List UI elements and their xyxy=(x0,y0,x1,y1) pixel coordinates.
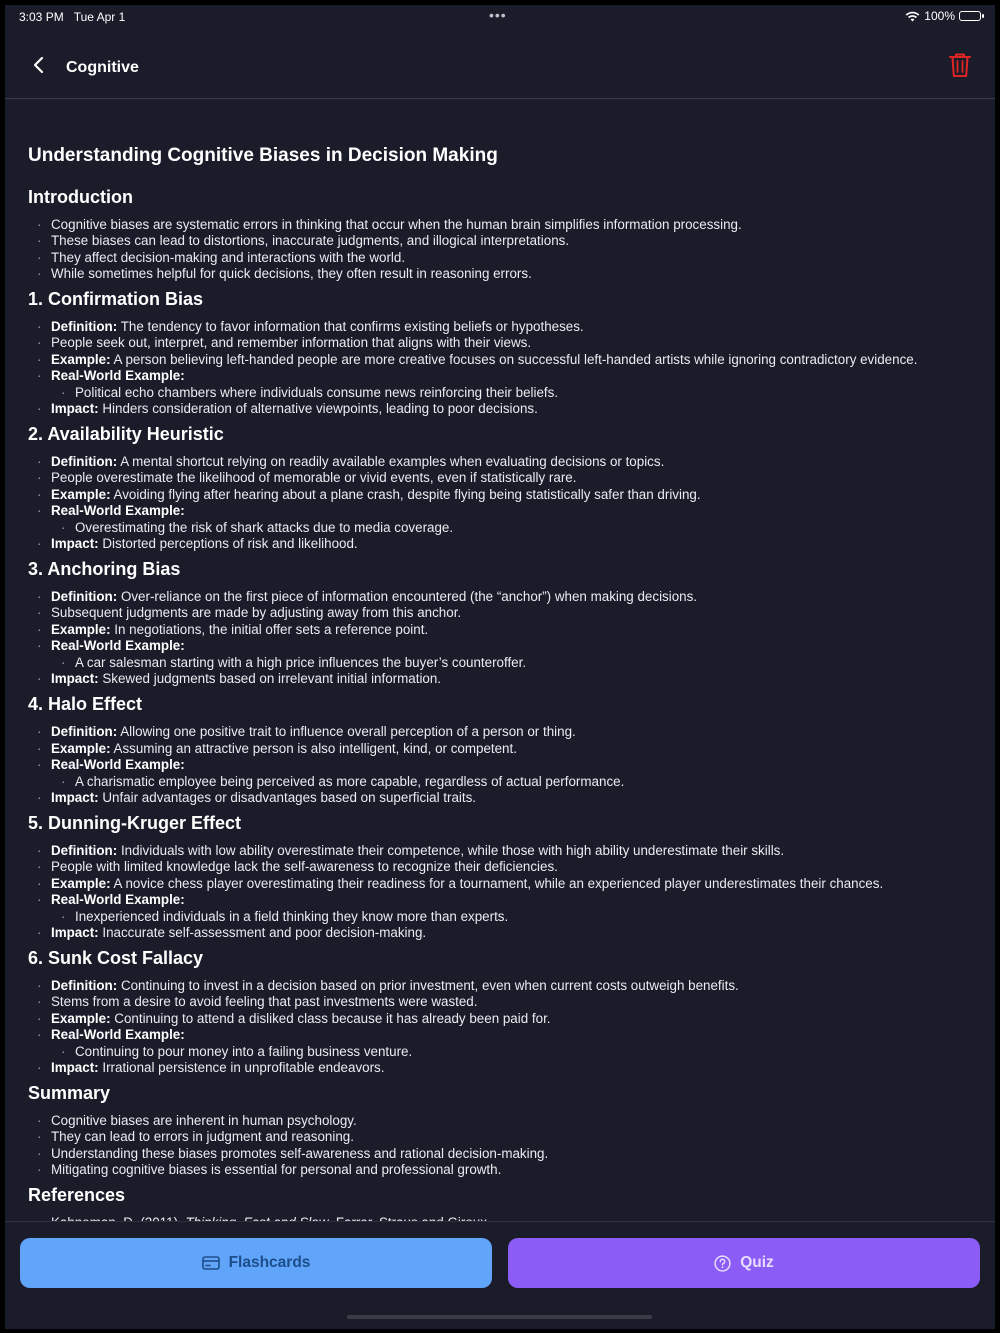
list-item: · Definition: The tendency to favor information that confirms existing beliefs or hypotheses. xyxy=(37,319,584,334)
list-item: · People overestimate the likelihood of memorable or vivid events, even if statistically rare. xyxy=(37,470,577,485)
status-right xyxy=(905,9,981,23)
list-item: · Example: In negotiations, the initial offer sets a reference point. xyxy=(37,622,429,637)
list-item: · These biases can lead to distortions, inaccurate judgments, and illogical interpretations. xyxy=(37,233,570,248)
list-item: · People with limited knowledge lack the self-awareness to recognize their deficiencies. xyxy=(37,859,558,874)
list-item: · Example: Avoiding flying after hearing about a plane crash, despite flying being statistically safer than driving. xyxy=(37,487,701,502)
section-heading-dunning-kruger-effect: 5. Dunning-Kruger Effect xyxy=(28,813,242,833)
home-indicator[interactable] xyxy=(347,1315,652,1319)
bottom-action-bar xyxy=(5,1221,995,1329)
list-item: · People seek out, interpret, and remember information that aligns with their views. xyxy=(37,335,532,350)
status-clock: 3:03 PM xyxy=(19,10,64,24)
status-date: Tue Apr 1 xyxy=(73,10,126,24)
list-item: · Real-World Example: xyxy=(37,1027,185,1042)
list-item: · A car salesman starting with a high price influences the buyer’s counteroffer. xyxy=(61,655,527,670)
list-item: · Real-World Example: xyxy=(37,368,185,383)
list-item: · Continuing to pour money into a failing business venture. xyxy=(61,1044,413,1059)
list-item: · Understanding these biases promotes self-awareness and rational decision-making. xyxy=(37,1146,549,1161)
quiz-label: Quiz xyxy=(740,1254,774,1271)
list-item: · Definition: A mental shortcut relying on readily available examples when evaluating decisions or topics. xyxy=(37,454,665,469)
quiz-button[interactable] xyxy=(508,1238,980,1288)
list-item: · Example: Continuing to attend a disliked class because it has already been paid for. xyxy=(37,1011,551,1026)
list-item: · Impact: Inaccurate self-assessment and poor decision-making. xyxy=(37,925,427,940)
list-item: · They can lead to errors in judgment and reasoning. xyxy=(37,1129,354,1144)
section-heading-availability-heuristic: 2. Availability Heuristic xyxy=(28,424,224,444)
list-item: · Impact: Irrational persistence in unprofitable endeavors. xyxy=(37,1060,385,1075)
list-item: · Impact: Skewed judgments based on irrelevant initial information. xyxy=(37,671,442,686)
status-time xyxy=(19,10,125,24)
page-title: Cognitive xyxy=(66,59,139,76)
section-heading-introduction: Introduction xyxy=(28,187,133,207)
status-bar xyxy=(5,5,995,29)
delete-button[interactable] xyxy=(947,51,973,79)
list-item: · Political echo chambers where individuals consume news reinforcing their beliefs. xyxy=(61,385,559,400)
list-item: · Definition: Allowing one positive trait to influence overall perception of a person or thing. xyxy=(37,724,576,739)
list-item: · Stems from a desire to avoid feeling that past investments were wasted. xyxy=(37,994,478,1009)
list-item: · Example: A novice chess player overestimating their readiness for a tournament, while an experienced player underestimates their chances. xyxy=(37,876,884,891)
document-content[interactable] xyxy=(5,99,995,1221)
list-item: · Cognitive biases are systematic errors in thinking that occur when the human brain simplifies information processing. xyxy=(37,217,742,232)
list-item: · Real-World Example: xyxy=(37,892,185,907)
list-item: · Cognitive biases are inherent in human psychology. xyxy=(37,1113,357,1128)
list-item: · Definition: Individuals with low ability overestimate their competence, while those with high ability underestimate their skills. xyxy=(37,843,785,858)
list-item: · Example: Assuming an attractive person is also intelligent, kind, or competent. xyxy=(37,741,517,756)
list-item: · Overestimating the risk of shark attacks due to media coverage. xyxy=(61,520,454,535)
trash-icon xyxy=(947,51,973,79)
list-item: · Mitigating cognitive biases is essential for personal and professional growth. xyxy=(37,1162,502,1177)
document-title: Understanding Cognitive Biases in Decision Making xyxy=(28,145,498,166)
flashcards-button[interactable] xyxy=(20,1238,492,1288)
battery-percent: 100% xyxy=(924,9,955,23)
list-item: · Impact: Hinders consideration of alternative viewpoints, leading to poor decisions. xyxy=(37,401,538,416)
list-item: · Inexperienced individuals in a field thinking they know more than experts. xyxy=(61,909,509,924)
list-item: · They affect decision-making and interactions with the world. xyxy=(37,250,406,265)
list-item: · Definition: Continuing to invest in a decision based on prior investment, even when current costs outweigh benefits. xyxy=(37,978,739,993)
section-heading-halo-effect: 4. Halo Effect xyxy=(28,694,143,714)
app-window xyxy=(5,5,995,1328)
list-item: · Impact: Distorted perceptions of risk and likelihood. xyxy=(37,536,358,551)
section-heading-sunk-cost-fallacy: 6. Sunk Cost Fallacy xyxy=(28,948,204,968)
section-heading-confirmation-bias: 1. Confirmation Bias xyxy=(28,289,204,309)
list-item: · Definition: Over-reliance on the first piece of information encountered (the “anchor”) when making decisions. xyxy=(37,589,698,604)
list-item: · Example: A person believing left-handed people are more creative focuses on successful left-handed artists while ignoring contradictory evidence. xyxy=(37,352,918,367)
multitasking-dots-icon[interactable]: ••• xyxy=(489,7,507,23)
battery-icon xyxy=(959,11,981,21)
section-heading-anchoring-bias: 3. Anchoring Bias xyxy=(28,559,181,579)
navigation-bar xyxy=(5,35,995,99)
list-item: · Real-World Example: xyxy=(37,503,185,518)
list-item: · Subsequent judgments are made by adjusting away from this anchor. xyxy=(37,605,462,620)
list-item: · Impact: Unfair advantages or disadvantages based on superficial traits. xyxy=(37,790,477,805)
list-item: · A charismatic employee being perceived as more capable, regardless of actual performance. xyxy=(61,774,625,789)
section-heading-summary: Summary xyxy=(28,1083,111,1103)
back-button[interactable] xyxy=(27,53,51,77)
list-item: · Real-World Example: xyxy=(37,638,185,653)
card-icon xyxy=(202,1256,220,1270)
flashcards-label: Flashcards xyxy=(228,1254,311,1271)
list-item: · Real-World Example: xyxy=(37,757,185,772)
list-item: · While sometimes helpful for quick decisions, they often result in reasoning errors. xyxy=(37,266,532,281)
question-circle-icon xyxy=(714,1255,731,1272)
section-heading-references: References xyxy=(28,1185,126,1205)
chevron-left-icon xyxy=(27,53,51,77)
wifi-icon xyxy=(905,11,920,22)
